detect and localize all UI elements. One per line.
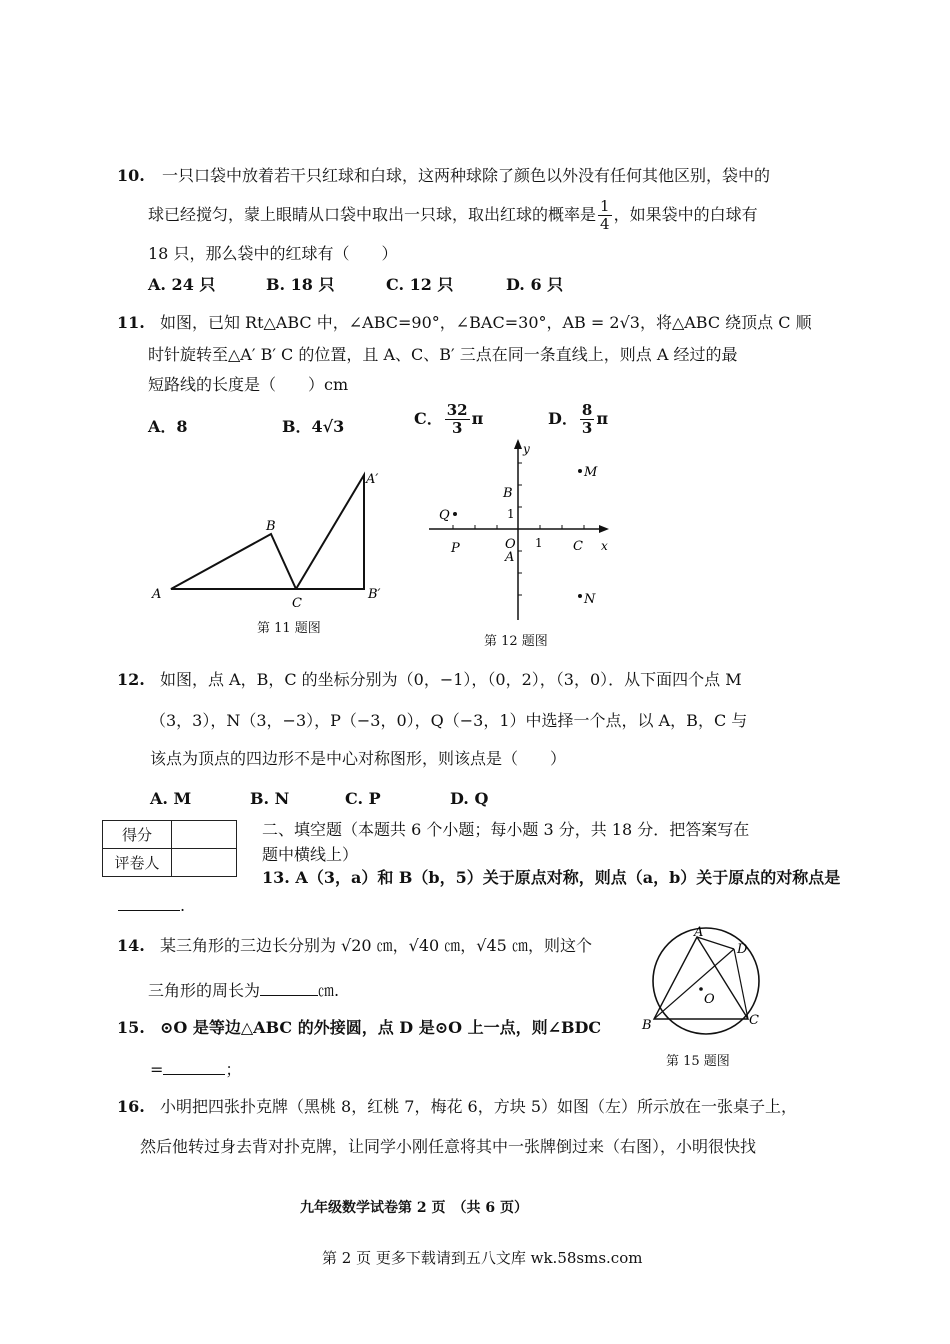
q12-line1 [117,670,742,690]
fig15-label-a: A [694,925,704,940]
q14-number: 14. [117,936,145,955]
watermark-footer: 第 2 页 更多下载请到五八文库 wk.58sms.com [322,1249,643,1267]
q10-line2 [148,198,758,233]
fig11-caption: 第 11 题图 [257,621,321,636]
q11-option-d-den: 3 [581,419,593,437]
q15-text-2a: = [150,1060,164,1079]
fig11-triangle-abc [171,534,296,589]
fig11-triangle-a-prime [296,475,364,589]
q15-text-1: ⊙O 是等边△ABC 的外接圆，点 D 是⊙O 上一点，则∠BDC [159,1018,602,1037]
fig15-line-bd [654,949,734,1019]
section2-line2: 题中横线上） [262,845,359,864]
fig15-center-point [699,987,703,991]
score-cell[interactable] [172,821,237,849]
q15-answer-blank[interactable] [163,1060,225,1075]
page-footer: 九年级数学试卷第 2 页 （共 6 页） [300,1200,528,1216]
q11-option-d [548,402,608,437]
q11-option-c-label: C． [414,409,443,428]
q12-option-d: D. Q [450,789,489,808]
q13-answer-blank[interactable] [118,896,180,911]
q16-line2: 然后他转过身去背对扑克牌，让同学小刚任意将其中一张牌倒过来（右图），小明很快找 [140,1137,757,1156]
q11-option-b: B．4√3 [282,417,345,436]
fig12-label-c: C [573,539,583,554]
fig12-label-p: P [451,541,460,556]
q11-option-c-pi: π [471,409,484,428]
fig12-label-m: M [584,465,598,480]
q10-line3: 18 只，那么袋中的红球有（ ） [148,244,398,263]
q11-line3: 短路线的长度是（ ）cm [148,375,349,394]
q13-answer-line [118,896,185,916]
fig15-label-o: O [704,992,715,1007]
q14-line2 [148,981,339,1001]
fig12-y-arrow-icon [514,439,522,449]
q11-option-c-frac [445,402,470,437]
q10-text-2b: ，如果袋中的白球有 [613,205,758,224]
fig12-label-q: Q [439,508,450,523]
q10-number: 10. [117,166,145,185]
q14-text-2a: 三角形的周长为 [148,981,261,1000]
q12-option-a: A. M [150,789,192,808]
q12-line3: 该点为顶点的四边形不是中心对称图形，则该点是（ ） [150,749,567,768]
fig12-label-b: B [503,486,513,501]
fig12-label-1y: 1 [507,507,515,521]
fig12-label-1x: 1 [535,536,543,550]
fig15-label-d: D [737,942,748,957]
q12-line2: （3，3），N（3，−3），P（−3，0），Q（−3，1）中选择一个点，以 A，B，C 与 [150,711,748,730]
q15-text-2b: ； [225,1060,242,1079]
fig15-label-c: C [749,1013,759,1028]
q14-line1 [117,936,592,956]
q10-line1 [117,166,770,186]
grader-label: 评卷人 [103,849,172,877]
q10-option-d: D. 6 只 [506,275,564,294]
q10-fraction [598,198,612,233]
fig12-point-n [578,594,582,598]
q15-line2 [150,1060,241,1080]
fig15-caption: 第 15 题图 [666,1054,730,1069]
q11-option-d-num: 8 [581,401,593,419]
fig11-label-c: C [292,596,302,610]
q12-number: 12. [117,670,145,689]
q12-option-b: B. N [250,789,290,808]
q10-text-2a: 球已经搅匀，蒙上眼睛从口袋中取出一只球，取出红球的概率是 [148,205,597,224]
q12-option-c: C. P [345,789,381,808]
score-table [102,820,237,877]
figure-15 [638,925,778,1045]
q11-option-d-pi: π [596,409,609,428]
fig12-x-arrow-icon [599,525,609,533]
fig12-caption: 第 12 题图 [484,634,548,649]
q11-option-c [414,402,483,437]
q11-text-1: 如图，已知 Rt△ABC 中，∠ABC=90°，∠BAC=30°，AB = 2√3，将△ABC 绕顶点 C 顺 [159,313,812,332]
fig15-label-b: B [642,1018,652,1033]
fig12-label-o: O [505,537,516,552]
q11-line1 [117,313,812,333]
score-label: 得分 [103,821,172,849]
q10-option-c: C. 12 只 [386,275,454,294]
fig12-label-y: y [523,442,530,456]
fig11-label-a-prime: A′ [366,472,379,487]
q11-option-d-frac [580,402,594,437]
q10-frac-num: 1 [600,197,610,215]
q16-text-1: 小明把四张扑克牌（黑桃 8，红桃 7，梅花 6，方块 5）如图（左）所示放在一张桌子上， [159,1097,798,1116]
q11-option-a: A．8 [148,417,188,436]
q14-text-2b: ㎝. [318,981,340,1000]
q10-option-a: A. 24 只 [148,275,216,294]
q11-option-c-num: 32 [446,401,468,419]
q11-line2: 时针旋转至△A′ B′ C 的位置，且 A、C、B′ 三点在同一条直线上，则点 A 经过的最 [148,345,738,364]
fig12-label-x: x [601,539,608,553]
fig11-label-a: A [152,587,162,602]
q14-answer-blank[interactable] [260,981,318,996]
q11-option-d-label: D． [548,409,578,428]
figure-11 [140,460,410,610]
fig12-point-m [578,469,582,473]
q11-option-c-den: 3 [451,419,463,437]
section2-line1: 二、填空题（本题共 6 个小题；每小题 3 分，共 18 分．把答案写在 [262,820,750,839]
q10-option-b: B. 18 只 [266,275,335,294]
q11-number: 11. [117,313,145,332]
fig12-label-a: A [505,550,515,565]
q13-tail: . [180,896,186,915]
fig11-label-b: B [266,519,276,534]
q10-frac-den: 4 [600,215,610,233]
q15-line1 [117,1018,601,1038]
q14-text-1: 某三角形的三边长分别为 √20 ㎝，√40 ㎝，√45 ㎝，则这个 [159,936,592,955]
q16-line1 [117,1097,797,1117]
figure-12 [425,435,625,630]
q15-number: 15. [117,1018,145,1037]
grader-cell[interactable] [172,849,237,877]
q10-text-1: 一只口袋中放着若干只红球和白球，这两种球除了颜色以外没有任何其他区别，袋中的 [161,166,770,185]
q12-text-1: 如图，点 A，B，C 的坐标分别为（0，−1），（0，2），（3，0）．从下面四个点 M [159,670,742,689]
fig11-label-b-prime: B′ [368,587,381,602]
q13-line1: 13. A（3，a）和 B（b，5）关于原点对称，则点（a，b）关于原点的对称点是 [262,868,841,887]
fig12-label-n: N [584,592,596,607]
fig12-point-q [453,512,457,516]
q16-number: 16. [117,1097,145,1116]
